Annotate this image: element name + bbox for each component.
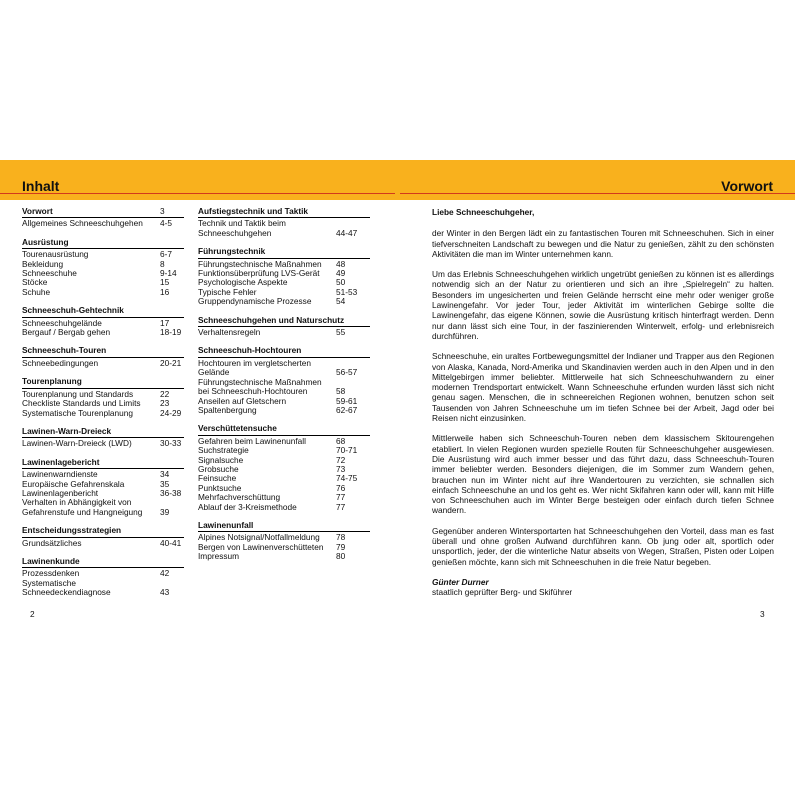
toc-entry-page: 76	[336, 482, 346, 493]
toc-heading-text: Lawinenunfall	[198, 519, 254, 530]
toc-entry-title: Verhalten in Abhängigkeit von	[22, 497, 132, 508]
toc-entry-page: 80	[336, 551, 346, 562]
toc-heading-text: Schneeschuhgehen und Naturschutz	[198, 314, 345, 325]
toc-section	[198, 316, 370, 338]
toc-entry-title: Schneebedingungen	[22, 357, 99, 368]
toc-section	[22, 306, 184, 337]
toc-section-heading[interactable]	[22, 207, 184, 216]
toc-section	[22, 526, 184, 548]
foreword-paragraph: Um das Erlebnis Schneeschuhgehen wirklich ungetrübt genießen zu können ist es allerdings notwendig sich an der Natur zu orientieren und sich an ihre „Spielregeln“ zu halten. Besonders im ungesicherten und freien Gelände herrscht eine mehr oder weniger große Lawinengefahr. Vor jeder Tour, jeder Aktivität im winterlichen Gebirge sollte die Lawinengefahr, das eigene Können, sowie die Ausrüstung kritisch hinterfragt werden. Denn nur dann lässt sich eine Tour, in der faszinierenden Winterwelt, erfolg- und erlebnisreich durchführen.	[432, 269, 774, 341]
toc-section	[22, 238, 184, 297]
toc-entry-page: 36-38	[160, 487, 182, 498]
toc-section	[198, 521, 370, 562]
toc-entry-title: Schuhe	[22, 286, 51, 297]
toc-heading-text: Ausrüstung	[22, 236, 69, 247]
toc-entry-title: Bergen von Lawinenverschütteten	[198, 541, 324, 552]
toc-heading-text: Tourenplanung	[22, 376, 82, 387]
toc-heading-text: Entscheidungsstrategien	[22, 525, 122, 536]
toc-entry-title: Stöcke	[22, 277, 48, 288]
toc-entry-title: Impressum	[198, 551, 240, 562]
toc-section	[198, 346, 370, 415]
left-page-title: Inhalt	[22, 178, 60, 194]
toc-entry-title: Lawinenlagenbericht	[22, 487, 99, 498]
toc-entry-title: Schneeschuhe	[22, 268, 77, 279]
toc-entry-page: 74-75	[336, 473, 358, 484]
toc-heading-text: Aufstiegstechnik und Taktik	[198, 206, 309, 216]
toc-section	[22, 346, 184, 368]
toc-entry-page: 9-14	[160, 268, 177, 279]
toc-entry-page: 59-61	[336, 395, 358, 406]
toc-entry[interactable]	[22, 328, 184, 337]
toc-section	[198, 207, 370, 238]
toc-heading-text: Lawinenlagebericht	[22, 456, 100, 467]
toc-entry-page: 43	[160, 587, 170, 598]
foreword	[432, 207, 774, 598]
toc-entry-title: Tourenplanung und Standards	[22, 388, 134, 399]
toc-entry-title: Signalsuche	[198, 454, 244, 465]
toc-entry[interactable]	[22, 409, 184, 418]
toc-entry-page: 30-33	[160, 438, 182, 449]
toc-section-heading[interactable]	[198, 207, 370, 216]
toc-section-heading[interactable]	[22, 458, 184, 467]
toc-section	[22, 207, 184, 229]
toc-entry-page: 18-19	[160, 327, 182, 338]
toc-entry-page: 77	[336, 501, 346, 512]
toc-entry-page: 54	[336, 296, 346, 307]
toc-entry-page: 72	[336, 454, 346, 465]
toc-entry-page: 22	[160, 388, 170, 399]
foreword-paragraph: Schneeschuhe, ein uraltes Fortbewegungsmittel der Indianer und Trapper aus den Regionen von Alaska, Kanada, Nord-Amerika und Skandinavien werden auch in den Alpen und in den Mittelgebirgen immer beliebter. Mittlerweile hat sich Schneeschuhwandern zu einer modernen Trendsportart entwickelt. Wann Schneeschuhe erfunden wurden lässt sich nicht genau sagen. Menschen, die in schneereichen Regionen wohnen, benutzen schon seit Tausenden von Jahren Schneeschuhe um im tiefen Schnee bei der Arbeit, Jagd oder bei Reisen nicht einzusinken.	[432, 351, 774, 424]
toc-entry-page: 35	[160, 478, 170, 489]
toc-entry-title: Suchstrategie	[198, 445, 249, 456]
foreword-paragraph: der Winter in den Bergen lädt ein zu fantastischen Touren mit Schneeschuhen. Sich in einer tiefverschneiten Landschaft zu bewegen und die Natur zu genießen, zählt zu den schönsten Aktivitäten die man im Winter unternehmen kann.	[432, 228, 774, 259]
toc-section-heading[interactable]	[198, 424, 370, 433]
toc-entry-title: Feinsuche	[198, 473, 237, 484]
toc-entry-page: 73	[336, 463, 346, 474]
toc-column-1	[22, 207, 184, 607]
toc-entry-title: Psychologische Aspekte	[198, 277, 288, 288]
toc-entry-title: Grundsätzliches	[22, 537, 82, 548]
toc-entry[interactable]	[198, 406, 370, 415]
toc-entry-title: Schneeschuhgelände	[22, 317, 102, 328]
toc-entry-page: 40-41	[160, 537, 182, 548]
foreword-paragraph: Mittlerweile haben sich Schneeschuh-Touren neben dem klassischem Skitourengehen etabliert. In vielen Regionen wurden spezielle Routen für Schneeschuhgeher ausgewiesen. Die Ausrüstung wird auch immer besser und das führt dazu, dass Schneeschuh-Touren immer beliebter werden. Besonders diejenigen, die im Sommer zum Wandern gehen, brauchen nun im Winter nicht auf ihre Wandertouren zu verzichten, sie schnallen sich einfach Schneeschuhe an und los geht es. Wer nicht Skifahren kann oder will, kann mit Hilfe von Schneeschuhen auch im Winter Berge besteigen oder einfach durch tiefen Schnee wandern.	[432, 433, 774, 516]
toc-section-heading[interactable]	[22, 238, 184, 247]
page-number-right: 3	[760, 609, 765, 619]
toc-entry-title: Hochtouren im vergletscherten	[198, 357, 311, 368]
foreword-greeting: Liebe Schneeschuhgeher,	[432, 207, 535, 217]
toc-entry-page: 8	[160, 258, 165, 269]
foreword-signature-role: staatlich geprüfter Berg- und Skiführer	[432, 587, 573, 598]
toc-section	[22, 557, 184, 598]
toc-heading-text: Führungstechnik	[198, 246, 266, 257]
toc-entry-title: Lawinen-Warn-Dreieck (LWD)	[22, 438, 132, 449]
toc-entry-page: 58	[336, 386, 346, 397]
toc-entry-page: 24-29	[160, 407, 182, 418]
toc-column-2	[198, 207, 370, 571]
toc-entry-page: 20-21	[160, 357, 182, 368]
toc-entry[interactable]	[22, 439, 184, 448]
toc-entry-page: 78	[336, 532, 346, 543]
toc-heading-text: Vorwort	[22, 206, 53, 216]
toc-entry-title: Anseilen auf Gletschern	[198, 395, 287, 406]
toc-heading-text: Schneeschuh-Hochtouren	[198, 345, 302, 356]
toc-entry-title: Europäische Gefahrenskala	[22, 478, 125, 489]
toc-entry-title: Führungstechnische Maßnahmen	[198, 258, 322, 269]
toc-entry-page: 34	[160, 469, 170, 480]
toc-entry-title: Allgemeines Schneeschuhgehen	[22, 218, 143, 229]
toc-entry-page: 79	[336, 541, 346, 552]
toc-entry-title: bei Schneeschuh-Hochtouren	[198, 386, 308, 397]
toc-entry-title: Gefahrenstufe und Hangneigung	[22, 506, 143, 517]
toc-section-heading[interactable]	[198, 316, 370, 325]
toc-entry[interactable]	[22, 359, 184, 368]
toc-section-heading[interactable]	[22, 377, 184, 386]
toc-entry[interactable]	[198, 552, 370, 561]
header-band	[0, 160, 795, 200]
toc-section-heading[interactable]	[198, 247, 370, 256]
toc-entry-title: Bergauf / Bergab gehen	[22, 327, 111, 338]
toc-entry-title: Gelände	[198, 367, 230, 378]
toc-entry-page: 70-71	[336, 445, 358, 456]
toc-entry-page: 23	[160, 398, 170, 409]
toc-entry-title: Alpines Notsignal/Notfallmeldung	[198, 532, 320, 543]
toc-entry-page: 42	[160, 568, 170, 579]
toc-entry-page: 49	[336, 268, 346, 279]
toc-entry[interactable]	[198, 328, 370, 337]
right-page-title: Vorwort	[721, 178, 773, 194]
toc-entry-title: Gefahren beim Lawinenunfall	[198, 435, 306, 446]
toc-entry-page: 50	[336, 277, 346, 288]
page-number-left: 2	[30, 609, 35, 619]
toc-entry[interactable]	[198, 297, 370, 306]
toc-section	[22, 427, 184, 449]
toc-entry-page: 51-53	[336, 286, 358, 297]
toc-entry-title: Systematische	[22, 577, 76, 588]
toc-entry-page: 4-5	[160, 218, 172, 229]
toc-entry-page: 68	[336, 435, 346, 446]
toc-heading-text: Verschüttetensuche	[198, 423, 277, 434]
toc-entry[interactable]	[22, 219, 184, 228]
toc-entry-title: Funktionsüberprüfung LVS-Gerät	[198, 268, 320, 279]
toc-entry-title: Checkliste Standards und Limits	[22, 398, 141, 409]
toc-section-heading[interactable]	[22, 427, 184, 436]
toc-heading-text: Schneeschuh-Touren	[22, 345, 107, 356]
toc-entry-title: Typische Fehler	[198, 286, 257, 297]
toc-heading-text: Schneeschuh-Gehtechnik	[22, 305, 124, 316]
toc-section-heading[interactable]	[22, 526, 184, 535]
toc-entry-title: Tourenausrüstung	[22, 249, 89, 260]
toc-heading-text: Lawinen-Warn-Dreieck	[22, 425, 112, 436]
toc-entry-page: 44-47	[336, 227, 358, 238]
toc-entry-page: 16	[160, 286, 170, 297]
toc-entry-title: Schneeschuhgehen	[198, 227, 272, 238]
toc-section-heading[interactable]	[22, 557, 184, 566]
toc-entry-title: Verhaltensregeln	[198, 327, 261, 338]
toc-entry-page: 39	[160, 506, 170, 517]
toc-section	[198, 424, 370, 512]
toc-section	[22, 377, 184, 418]
toc-entry-page: 48	[336, 258, 346, 269]
toc-entry-title: Prozessdenken	[22, 568, 80, 579]
toc-entry-title: Systematische Tourenplanung	[22, 407, 134, 418]
toc-entry-page: 77	[336, 492, 346, 503]
toc-entry-title: Grobsuche	[198, 463, 239, 474]
toc-entry[interactable]	[22, 288, 184, 297]
toc-section	[22, 458, 184, 517]
toc-entry-title: Spaltenbergung	[198, 404, 257, 415]
toc-entry-page: 17	[160, 317, 170, 328]
toc-section	[198, 247, 370, 306]
toc-entry[interactable]	[198, 503, 370, 512]
toc-entry-title: Mehrfachverschüttung	[198, 492, 281, 503]
toc-section-heading[interactable]	[22, 306, 184, 315]
toc-section-heading[interactable]	[198, 521, 370, 530]
toc-entry[interactable]	[22, 539, 184, 548]
toc-entry-page: 62-67	[336, 404, 358, 415]
toc-entry-title: Technik und Taktik beim	[198, 218, 286, 229]
toc-heading-text: Lawinenkunde	[22, 555, 80, 566]
foreword-signature: Günter Durner	[432, 576, 489, 587]
toc-entry-title: Schneedeckendiagnose	[22, 587, 111, 598]
toc-entry-page: 6-7	[160, 249, 172, 260]
toc-entry-title: Gruppendynamische Prozesse	[198, 296, 312, 307]
foreword-paragraph: Gegenüber anderen Wintersportarten hat Schneeschuhgehen den Vorteil, dass man es fast überall und ohne großen Aufwand durchführen kann. Ob jung oder alt, sportlich oder unsportlich, jeder, der die winterliche Natur abseits von Wegen, Straßen, Pisten oder Loipen genießen möchte, kann sich mit Schneeschuhen in die freie Natur begeben.	[432, 525, 774, 567]
toc-entry[interactable]	[198, 229, 370, 238]
toc-section-heading[interactable]	[198, 346, 370, 355]
toc-entry-title: Ablauf der 3-Kreismethode	[198, 501, 297, 512]
toc-entry-title: Bekleidung	[22, 258, 64, 269]
toc-entry[interactable]	[22, 588, 184, 597]
toc-entry-page: 56-57	[336, 367, 358, 378]
toc-entry-page: 55	[336, 327, 346, 338]
toc-entry-title: Führungstechnische Maßnahmen	[198, 376, 322, 387]
toc-entry[interactable]	[22, 508, 184, 517]
toc-entry-title: Punktsuche	[198, 482, 242, 493]
toc-entry-page: 15	[160, 277, 170, 288]
toc-heading-page: 3	[160, 206, 165, 216]
toc-entry-title: Lawinenwarndienste	[22, 469, 98, 480]
toc-section-heading[interactable]	[22, 346, 184, 355]
